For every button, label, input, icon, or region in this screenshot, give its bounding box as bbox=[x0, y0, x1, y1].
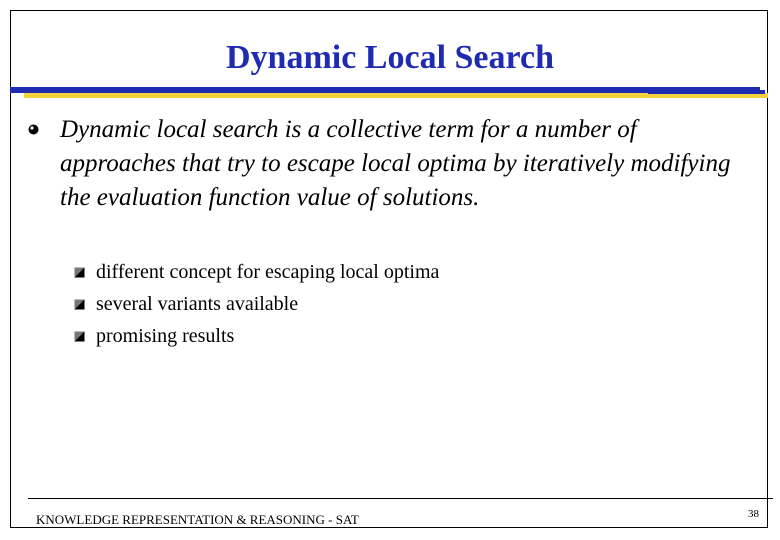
main-point-text: Dynamic local search is a collective term for a number of approaches that try to escape local optima by iteratively modifying the evaluation function value of solutions. bbox=[60, 116, 731, 211]
sub-point-text: several variants available bbox=[96, 293, 299, 315]
wingding-square-icon bbox=[74, 267, 85, 278]
page-number: 38 bbox=[748, 508, 759, 520]
slide-title: Dynamic Local Search bbox=[225, 39, 554, 76]
footer-text: KNOWLEDGE REPRESENTATION & REASONING - SAT bbox=[36, 512, 359, 527]
wingding-square-icon bbox=[74, 299, 85, 310]
wingding-square-icon bbox=[74, 331, 85, 342]
title-rule-blue-end bbox=[648, 90, 765, 94]
filled-circle-icon bbox=[28, 124, 39, 135]
footer-rule bbox=[28, 498, 773, 499]
sub-point-text: different concept for escaping local optima bbox=[96, 261, 440, 283]
sub-point-text: promising results bbox=[96, 325, 235, 347]
